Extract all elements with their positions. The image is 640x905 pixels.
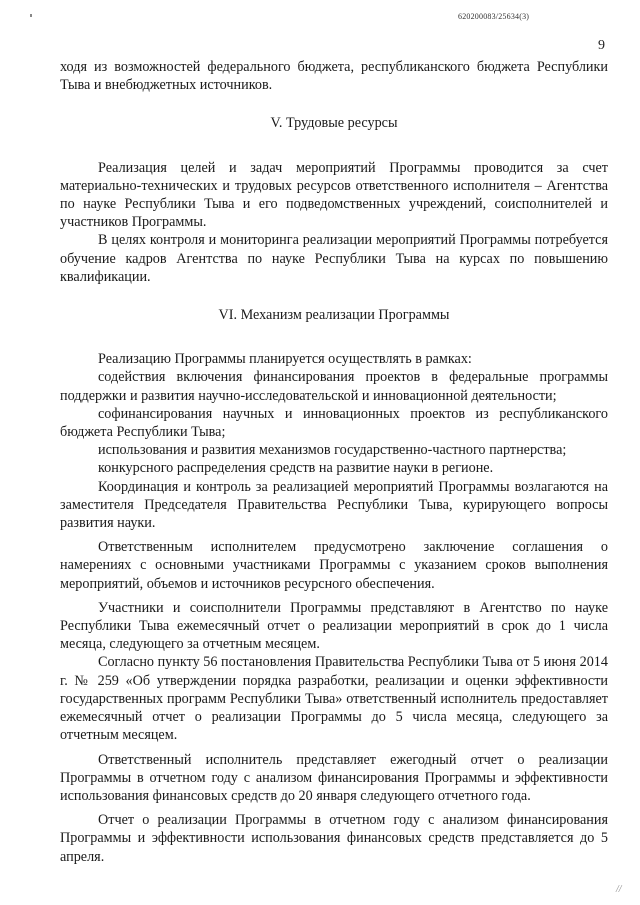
spacer [60,286,608,306]
paragraph: использования и развития механизмов государственно-частного партнерства; [98,442,567,459]
section-heading: V. Трудовые ресурсы [270,115,398,132]
paragraph: Ответственный исполнитель представляет ежегодный отчет о реализации Программы в отчетном году с анализом финансирования Программы и эффективности использования финансовых средств до 20 января следующего отчетного года. [60,751,608,804]
spacer [60,324,608,350]
paragraph: софинансирования научных и инновационных проектов из республиканского бюджета Республики Тыва; [60,405,608,441]
paragraph: Координация и контроль за реализацией мероприятий Программы возлагаются на заместителя Председателя Правительства Республики Тыва, курирующего вопросы развития науки. [60,478,608,532]
spacer [60,133,608,159]
document-body [60,58,608,866]
paragraph: Согласно пункту 56 постановления Правительства Республики Тыва от 5 июня 2014 г. № 259 «Об утверждении порядка разработки, реализации и оценки эффективности государственных программ Республики Тыва» ответственный исполнитель предоставляет ежемесячный отчет о реализации Программы до 5 числа месяца, следующего за отчетным месяцем. [60,654,608,744]
paragraph: В целях контроля и мониторинга реализации мероприятий Программы потребуется обучение кадров Агентства по науке Республики Тыва на курсах по повышению квалификации. [60,232,608,285]
spacer [60,94,608,114]
document-code: 620200083/25634(3) [458,12,530,21]
scan-artifact [30,14,32,17]
paragraph: Отчет о реализации Программы в отчетном году с анализом финансирования Программы и эффективности использования финансовых средств представляется до 5 апреля. [60,812,608,865]
section-heading: VI. Механизм реализации Программы [218,307,450,324]
paragraph: Участники и соисполнители Программы представляют в Агентство по науке Республики Тыва ежемесячный отчет о реализации мероприятий в срок до 1 числа месяца, следующего за отчетным месяцем. [60,599,608,653]
paragraph: конкурсного распределения средств на развитие науки в регионе. [98,460,494,477]
handwritten-mark: // [616,884,622,895]
paragraph: содействия включения финансирования проектов в федеральные программы поддержки и развития научно-исследовательской и инновационной деятельности; [60,369,608,404]
paragraph: ходя из возможностей федерального бюджета, республиканского бюджета Республики Тыва и внебюджетных источников. [60,59,608,94]
page-number: 9 [598,38,605,53]
paragraph: Ответственным исполнителем предусмотрено заключение соглашения о намерениях с основными участниками Программы с указанием сроков выполнения мероприятий, объемов и источников ресурсного обеспечения. [60,539,608,592]
paragraph: Реализация целей и задач мероприятий Программы проводится за счет материально-технических и трудовых ресурсов ответственного исполнителя – Агентства по науке Республики Тыва и его подведомственных учреждений, соисполнителей и участников Программы. [60,159,608,231]
paragraph: Реализацию Программы планируется осуществлять в рамках: [98,351,472,368]
